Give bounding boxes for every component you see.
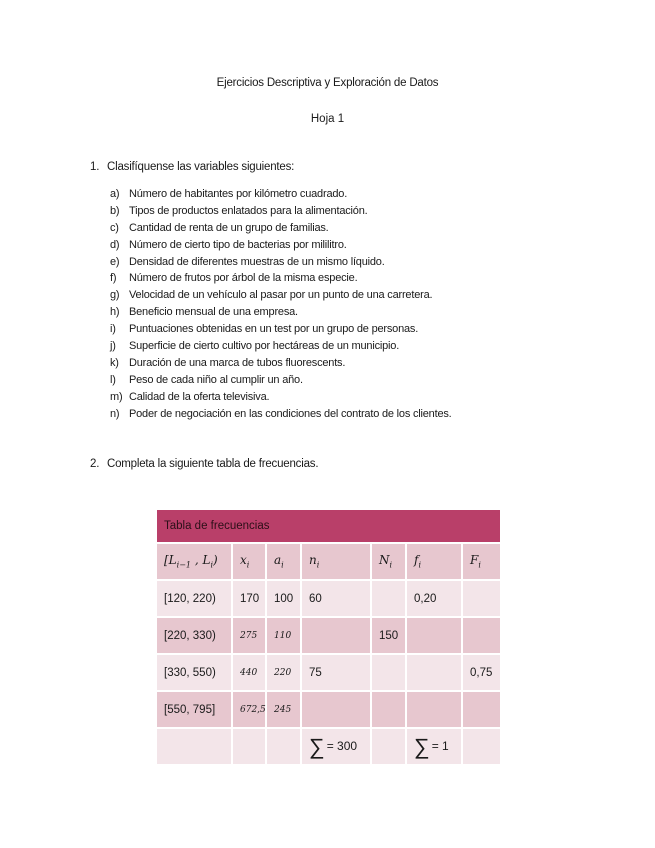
- cell-x: 170: [232, 580, 266, 617]
- question-number: 2.: [90, 458, 100, 470]
- list-marker: l): [110, 373, 116, 386]
- question-number: 1.: [90, 161, 100, 173]
- list-marker: c): [110, 221, 119, 234]
- sigma-symbol: ∑: [309, 733, 325, 759]
- list-marker: h): [110, 306, 120, 319]
- cell-F: [462, 580, 501, 617]
- list-item-text: Calidad de la oferta televisiva.: [129, 390, 270, 403]
- list-item-text: Beneficio mensual de una empresa.: [129, 306, 298, 319]
- sum-n-cell: [301, 728, 371, 765]
- header-rel-freq: $f_i$: [406, 543, 462, 580]
- cell-f: [406, 617, 462, 654]
- header-abs-freq: $n_i$: [301, 543, 371, 580]
- list-marker: e): [110, 255, 120, 268]
- list-marker: m): [110, 390, 123, 403]
- list-item-text: Velocidad de un vehículo al pasar por un punto de una carretera.: [129, 289, 433, 302]
- cell-a-handwritten: 110: [266, 617, 301, 654]
- list-item: [110, 203, 452, 220]
- sum-n-value: = 300: [326, 738, 358, 753]
- list-marker: f): [110, 272, 117, 285]
- cell-n: 60: [301, 580, 371, 617]
- cell-empty: [232, 728, 266, 765]
- cell-n: [301, 691, 371, 728]
- table-row: [156, 654, 501, 691]
- cell-interval: [330, 550): [156, 654, 232, 691]
- cell-interval: [550, 795]: [156, 691, 232, 728]
- list-marker: n): [110, 407, 120, 420]
- cell-n: [301, 617, 371, 654]
- table-totals-row: [156, 728, 501, 765]
- header-cum-abs-freq: $N_i$: [371, 543, 406, 580]
- cell-f: [406, 654, 462, 691]
- cell-empty: [156, 728, 232, 765]
- sigma-symbol: ∑: [414, 733, 430, 759]
- table-caption-row: [156, 509, 501, 543]
- list-item: [110, 372, 452, 389]
- table-caption: Tabla de frecuencias: [156, 509, 501, 543]
- list-item-text: Duración de una marca de tubos fluorescents.: [129, 356, 346, 369]
- list-item: [110, 338, 452, 355]
- cell-x-handwritten: 275: [232, 617, 266, 654]
- cell-x-handwritten: 672,5: [232, 691, 266, 728]
- cell-F: 0,75: [462, 654, 501, 691]
- list-marker: a): [110, 188, 120, 200]
- cell-empty: [371, 728, 406, 765]
- table-row: [156, 580, 501, 617]
- list-item: [110, 287, 452, 304]
- list-item: [110, 321, 452, 338]
- cell-N: [371, 580, 406, 617]
- table-header-row: [156, 543, 501, 580]
- question-1: [90, 161, 294, 173]
- list-marker: d): [110, 238, 120, 251]
- list-marker: j): [110, 340, 116, 353]
- document-title: Ejercicios Descriptiva y Exploración de Datos: [216, 77, 439, 89]
- cell-interval: [220, 330): [156, 617, 232, 654]
- cell-N: [371, 691, 406, 728]
- cell-F: [462, 691, 501, 728]
- header-interval: [$L_{i-1}$ , $L_i$): [156, 543, 232, 580]
- sum-f-value: = 1: [431, 738, 449, 753]
- cell-a-handwritten: 220: [266, 654, 301, 691]
- cell-interval: [120, 220): [156, 580, 232, 617]
- list-item: [110, 220, 452, 237]
- list-item-text: Cantidad de renta de un grupo de familias.: [129, 221, 329, 234]
- list-item-text: Número de cierto tipo de bacterias por mililitro.: [129, 238, 347, 251]
- cell-x-handwritten: 440: [232, 654, 266, 691]
- list-marker: g): [110, 289, 120, 302]
- header-amplitude: $a_i$: [266, 543, 301, 580]
- list-item-text: Densidad de diferentes muestras de un mismo líquido.: [129, 255, 385, 268]
- cell-f: 0,20: [406, 580, 462, 617]
- list-marker: b): [110, 204, 120, 217]
- list-marker: k): [110, 356, 119, 369]
- list-item: [110, 355, 452, 372]
- question-text: Clasifíquense las variables siguientes:: [107, 161, 295, 173]
- cell-f: [406, 691, 462, 728]
- list-item-text: Número de habitantes por kilómetro cuadrado.: [129, 188, 348, 200]
- frequency-table: [155, 508, 502, 766]
- cell-empty: [266, 728, 301, 765]
- cell-a: 100: [266, 580, 301, 617]
- cell-a-handwritten: 245: [266, 691, 301, 728]
- cell-empty: [462, 728, 501, 765]
- sum-f-cell: [406, 728, 462, 765]
- list-item: [110, 237, 452, 254]
- list-item-text: Número de frutos por árbol de la misma especie.: [129, 272, 358, 285]
- table-row: [156, 691, 501, 728]
- list-item-text: Poder de negociación en las condiciones del contrato de los clientes.: [129, 407, 452, 420]
- list-item: [110, 304, 452, 321]
- list-item: [110, 254, 452, 271]
- variables-list: [110, 186, 452, 422]
- cell-F: [462, 617, 501, 654]
- question-text: Completa la siguiente tabla de frecuencias.: [107, 458, 319, 470]
- cell-N: 150: [371, 617, 406, 654]
- table-row: [156, 617, 501, 654]
- sheet-label: Hoja 1: [310, 113, 345, 125]
- header-class-mark: $x_i$: [232, 543, 266, 580]
- list-item: [110, 186, 452, 203]
- header-cum-rel-freq: $F_i$: [462, 543, 501, 580]
- list-item-text: Puntuaciones obtenidas en un test por un grupo de personas.: [129, 323, 419, 336]
- question-2: [90, 458, 318, 470]
- list-item: [110, 270, 452, 287]
- list-item-text: Superficie de cierto cultivo por hectáreas de un municipio.: [129, 340, 400, 353]
- cell-N: [371, 654, 406, 691]
- list-marker: i): [110, 323, 116, 336]
- cell-n: 75: [301, 654, 371, 691]
- list-item: [110, 406, 452, 423]
- list-item: [110, 389, 452, 406]
- list-item-text: Peso de cada niño al cumplir un año.: [129, 373, 303, 386]
- list-item-text: Tipos de productos enlatados para la alimentación.: [129, 204, 368, 217]
